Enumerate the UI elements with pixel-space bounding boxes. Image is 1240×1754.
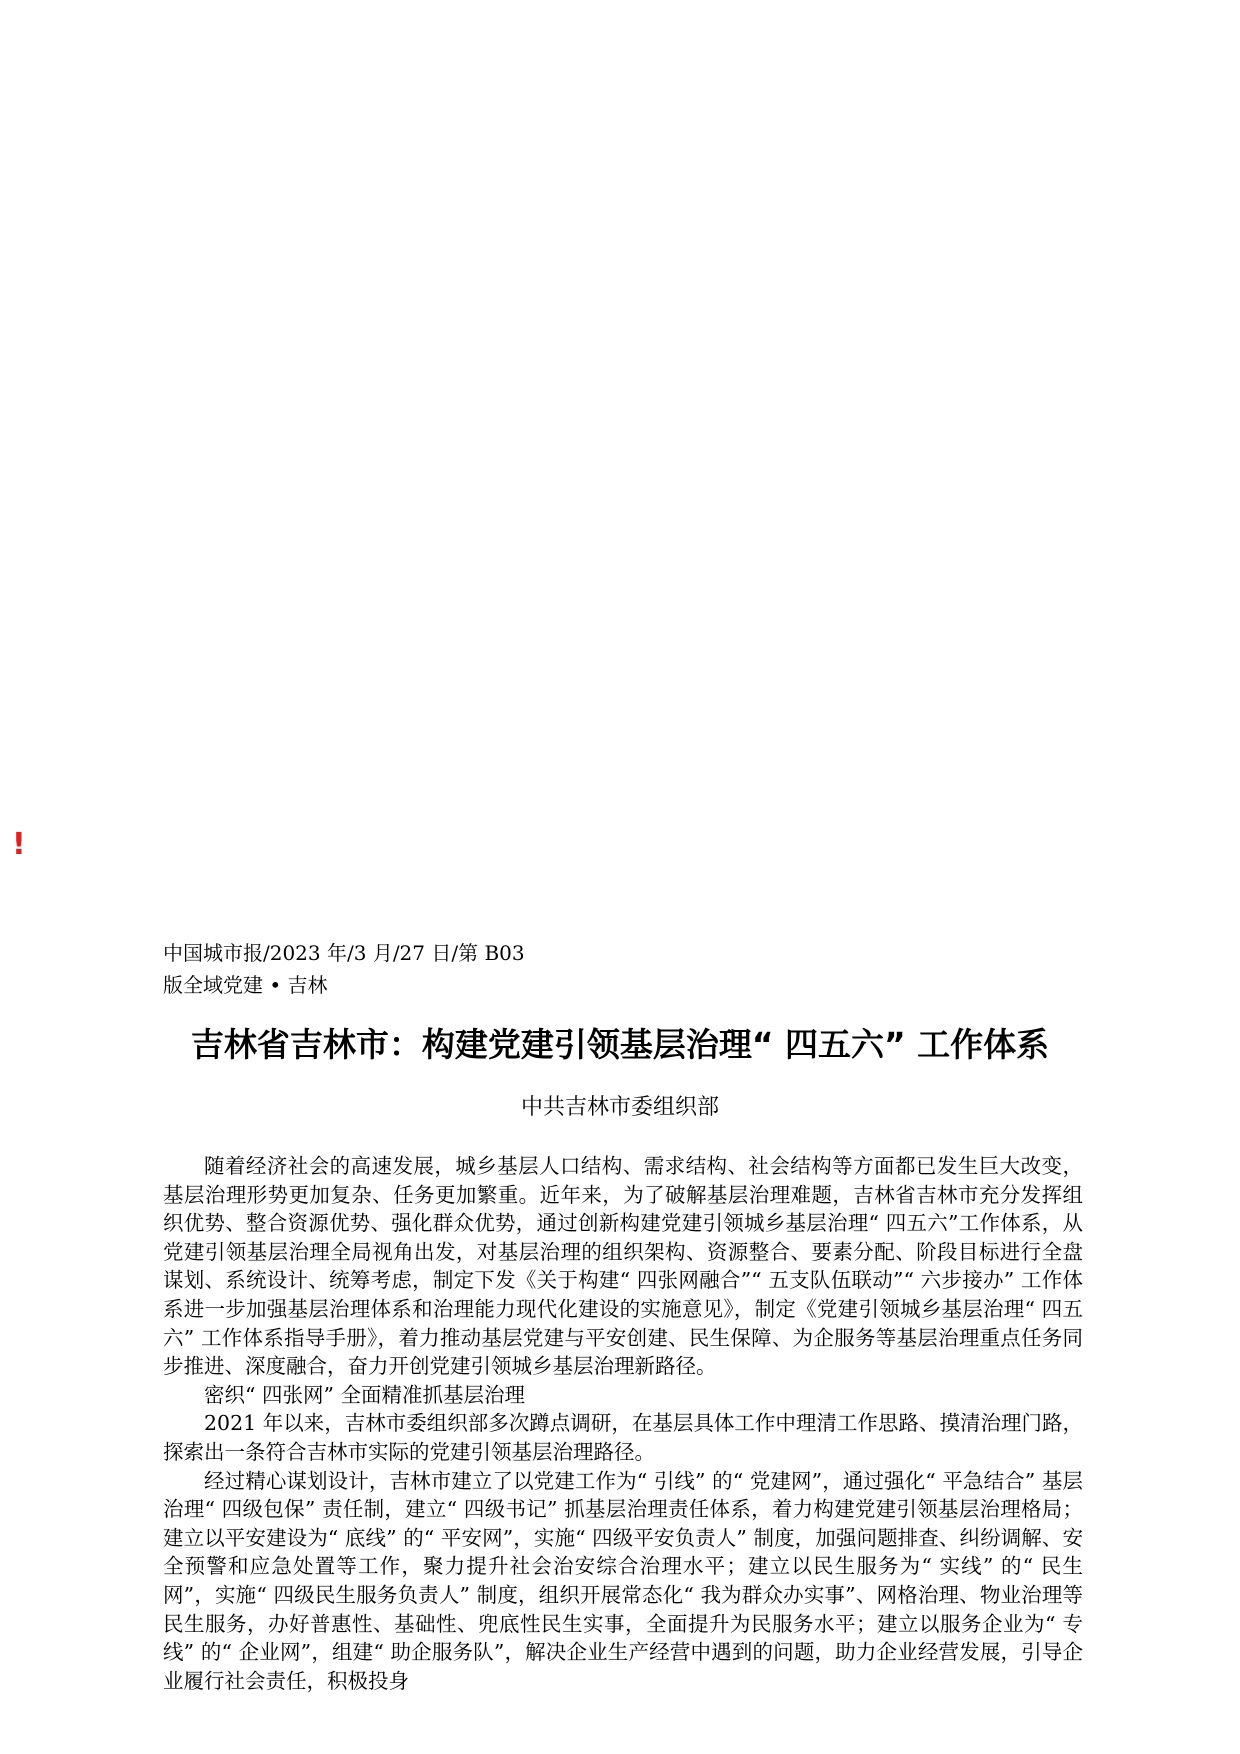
source-line-1: 中国城市报/2023 年/3 月/27 日/第 B03: [163, 941, 525, 965]
paragraph-intro: 随着经济社会的高速发展，城乡基层人口结构、需求结构、社会结构等方面都已发生巨大改变，基层治理形势更加复杂、任务更加繁重。近年来，为了破解基层治理难题，吉林省吉林市充分发挥组织优势、整合资源优势、强化群众优势，通过创新构建党建引领城乡基层治理“ 四五六”工作体系，从党建引领基层治理全局视角出发，对基层治理的组织架构、资源整合、要素分配、阶段目标进行全盘谋划、系统设计、统筹考虑，制定下发《关于构建“ 四张网融合”“ 五支队伍联动”“ 六步接办” 工作体系进一步加强基层治理体系和治理能力现代化建设的实施意见》，制定《党建引领城乡基层治理“ 四五六” 工作体系指导手册》，着力推动基层党建与平安创建、民生保障、为企服务等基层治理重点任务同步推进、深度融合，奋力开创党建引领城乡基层治理新路径。: [163, 1154, 1083, 1379]
warning-mark: !: [12, 827, 26, 862]
article-body: [163, 1152, 1083, 1695]
article-title: 吉林省吉林市：构建党建引领基层治理“ 四五六” 工作体系: [190, 1025, 1050, 1064]
paragraph-four-networks: 经过精心谋划设计，吉林市建立了以党建工作为“ 引线” 的“ 党建网”，通过强化“ 平急结合” 基层治理“ 四级包保” 责任制，建立“ 四级书记” 抓基层治理责任体系，着力构建党建引领基层治理格局；建立以平安建设为“ 底线” 的“ 平安网”，实施“ 四级平安负责人” 制度，加强问题排查、纠纷调解、安全预警和应急处置等工作，聚力提升社会治安综合治理水平；建立以民生服务为“ 实线” 的“ 民生网”，实施“ 四级民生服务负责人” 制度，组织开展常态化“ 我为群众办实事”、网格治理、物业治理等民生服务，办好普惠性、基础性、兜底性民生实事，全面提升为民服务水平；建立以服务企业为“ 专线” 的“ 企业网”，组建“ 助企服务队”，解决企业生产经营中遇到的问题，助力企业经营发展，引导企业履行社会责任，积极投身: [163, 1468, 1083, 1693]
section-heading: 密织“ 四张网” 全面精准抓基层治理: [204, 1382, 525, 1407]
article-author: 中共吉林市委组织部: [520, 1095, 719, 1120]
source-info: [163, 937, 683, 1001]
paragraph-research: 2021 年以来，吉林市委组织部多次蹲点调研，在基层具体工作中理清工作思路、摸清治理门路，探索出一条符合吉林市实际的党建引领基层治理路径。: [163, 1411, 1083, 1464]
source-line-2: 版全域党建 • 吉林: [163, 973, 328, 997]
